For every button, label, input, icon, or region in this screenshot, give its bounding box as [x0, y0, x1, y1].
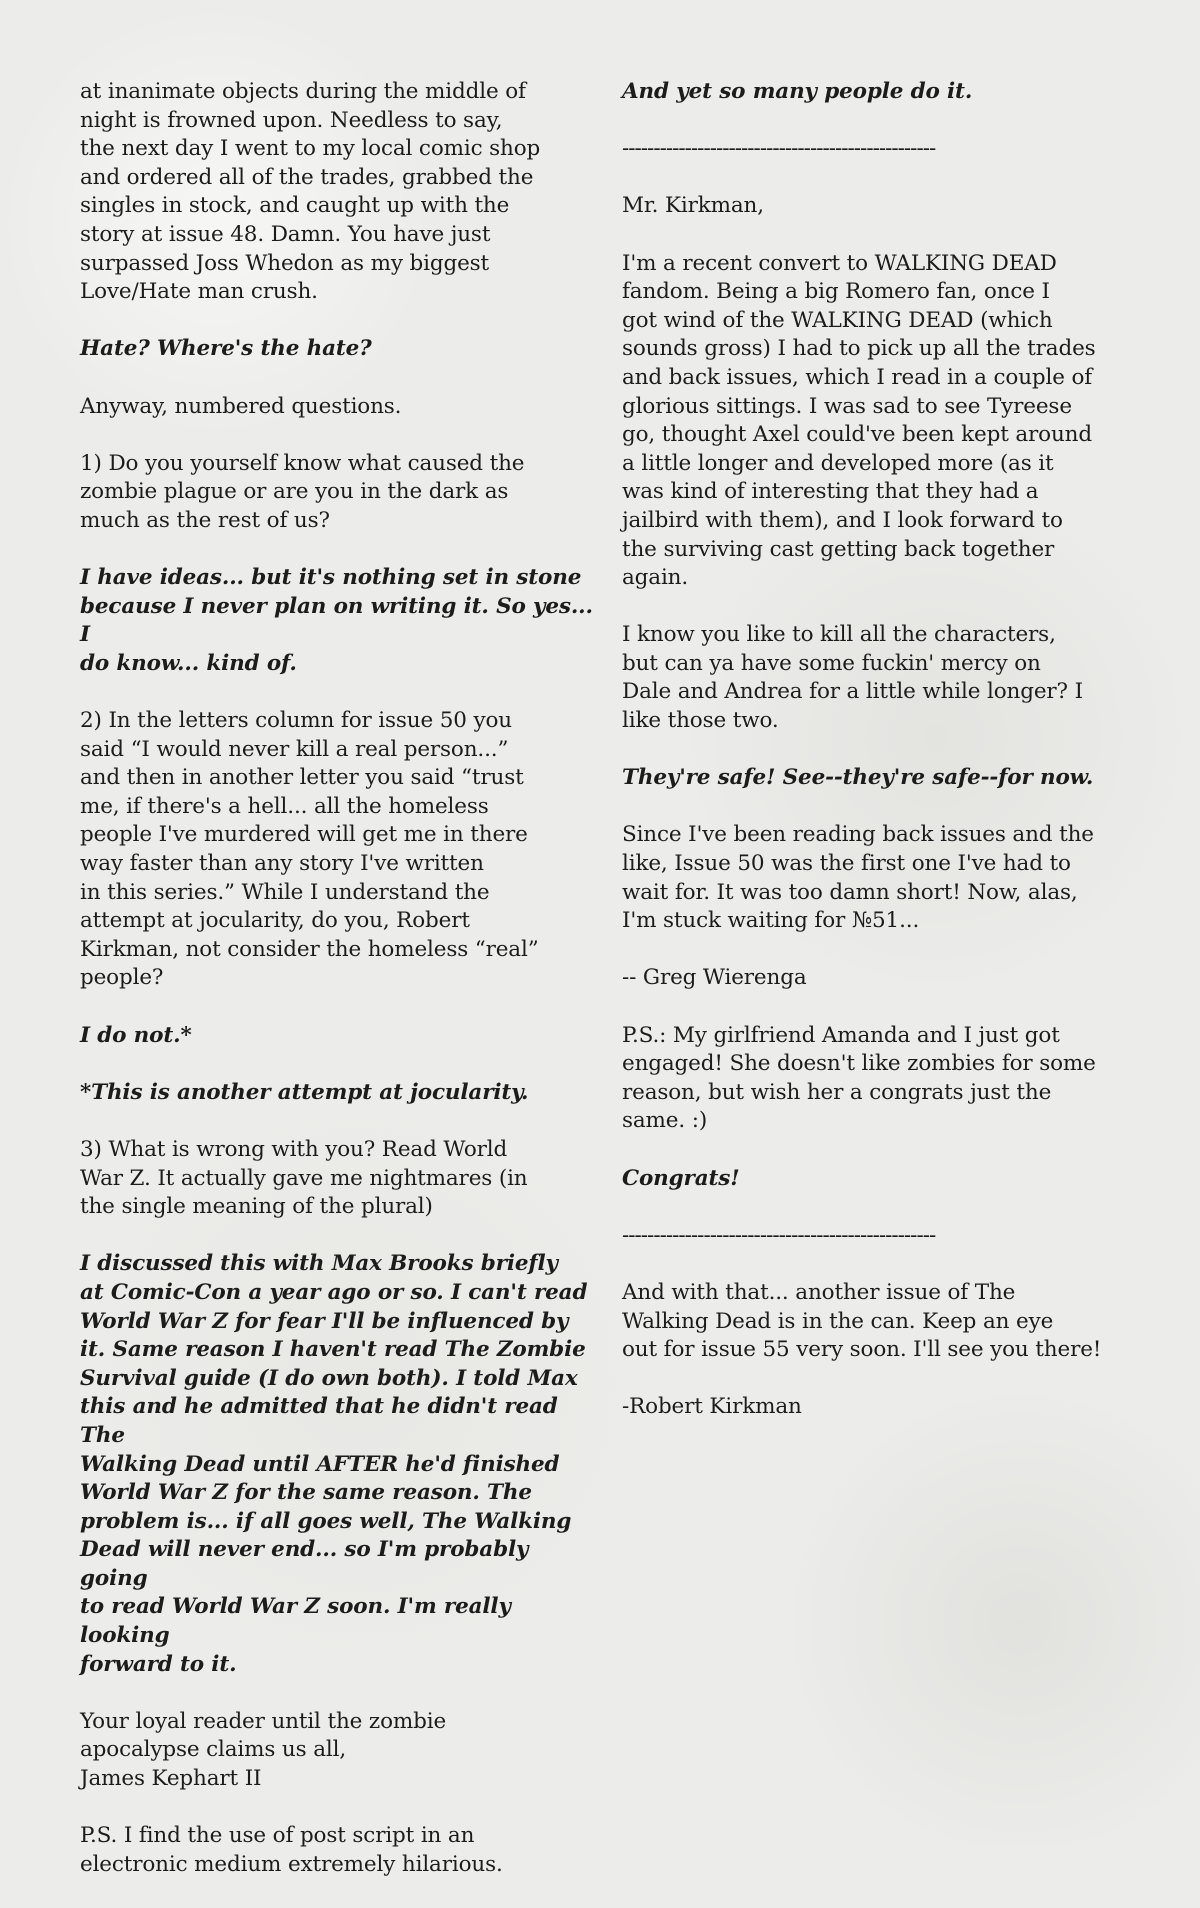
letter-paragraph: at inanimate objects during the middle of night is frowned upon. Needless to say, the next day I went to my local comic shop and ordered all of the trades, grabbed the singles in stock, and caught up with the story at issue 48. Damn. You have just surpassed Joss Whedon as my biggest Love/Hate man crush. [80, 79, 541, 305]
editor-response: I do not.* [80, 1022, 192, 1048]
letter-salutation: Mr. Kirkman, [622, 193, 764, 219]
editor-response: Hate? Where's the hate? [80, 336, 372, 362]
letter-signature: -- Greg Wierenga [622, 965, 807, 991]
letter-paragraph: Anyway, numbered questions. [80, 393, 402, 419]
editor-response: Congrats! [622, 1165, 740, 1191]
editor-response: I have ideas... but it's nothing set in stone because I never plan on writing it. So yes... I do know... kind of. [80, 565, 593, 676]
letter-question-2: 2) In the letters column for issue 50 you said “I would never kill a real person...” and then in another letter you said “trust me, if there's a hell... all the homeless people I've murdered will get me in there way faster than any story I've written in this series.” While I understand the attempt at jocularity, do you, Robert Kirkman, not consider the homeless “real” people? [80, 708, 539, 991]
editor-signature: -Robert Kirkman [622, 1394, 802, 1420]
right-column [622, 78, 1132, 1451]
letter-postscript: P.S. I find the use of post script in an electronic medium extremely hilarious. [80, 1823, 503, 1877]
editor-footnote: *This is another attempt at jocularity. [80, 1079, 529, 1105]
editor-response: And yet so many people do it. [622, 79, 973, 104]
section-divider: -------------------------------------------------- [622, 136, 936, 162]
letter-paragraph: I know you like to kill all the characters, but can ya have some fuckin' mercy on Dale and Andrea for a little while longer? I like those two. [622, 622, 1083, 734]
editor-response: They're safe! See--they're safe--for now. [622, 765, 1094, 791]
letter-question-3: 3) What is wrong with you? Read World War Z. It actually gave me nightmares (in the single meaning of the plural) [80, 1136, 528, 1220]
closing-paragraph: And with that... another issue of The Walking Dead is in the can. Keep an eye out for issue 55 very soon. I'll see you there! [622, 1279, 1102, 1363]
letter-paragraph: Since I've been reading back issues and the like, Issue 50 was the first one I've had to wait for. It was too damn short! Now, alas, I'm stuck waiting for №51... [622, 822, 1094, 934]
letter-postscript: P.S.: My girlfriend Amanda and I just got engaged! She doesn't like zombies for some reason, but wish her a congrats just the same. :) [622, 1022, 1096, 1134]
letter-signoff: Your loyal reader until the zombie apocalypse claims us all, James Kephart II [80, 1708, 447, 1792]
section-divider: -------------------------------------------------- [622, 1222, 936, 1248]
editor-response: I discussed this with Max Brooks briefly at Comic-Con a year ago or so. I can't read World War Z for fear I'll be influenced by it. Same reason I haven't read The Zombie Survival guide (I do own both). I told Max this and he admitted that he didn't read The Walking Dead until AFTER he'd finished World War Z for the same reason. The problem is... if all goes well, The Walking Dead will never end... so I'm probably going to read World War Z soon. I'm really looking forward to it. [80, 1251, 588, 1677]
left-column [80, 78, 600, 1908]
letter-paragraph: I'm a recent convert to WALKING DEAD fandom. Being a big Romero fan, once I got wind of the WALKING DEAD (which sounds gross) I had to pick up all the trades and back issues, which I read in a couple of glorious sittings. I was sad to see Tyreese go, thought Axel could've been kept around a little longer and developed more (as it was kind of interesting that they had a jailbird with them), and I look forward to the surviving cast getting back together again. [622, 250, 1096, 591]
letter-question-1: 1) Do you yourself know what caused the zombie plague or are you in the dark as much as the rest of us? [80, 450, 525, 533]
